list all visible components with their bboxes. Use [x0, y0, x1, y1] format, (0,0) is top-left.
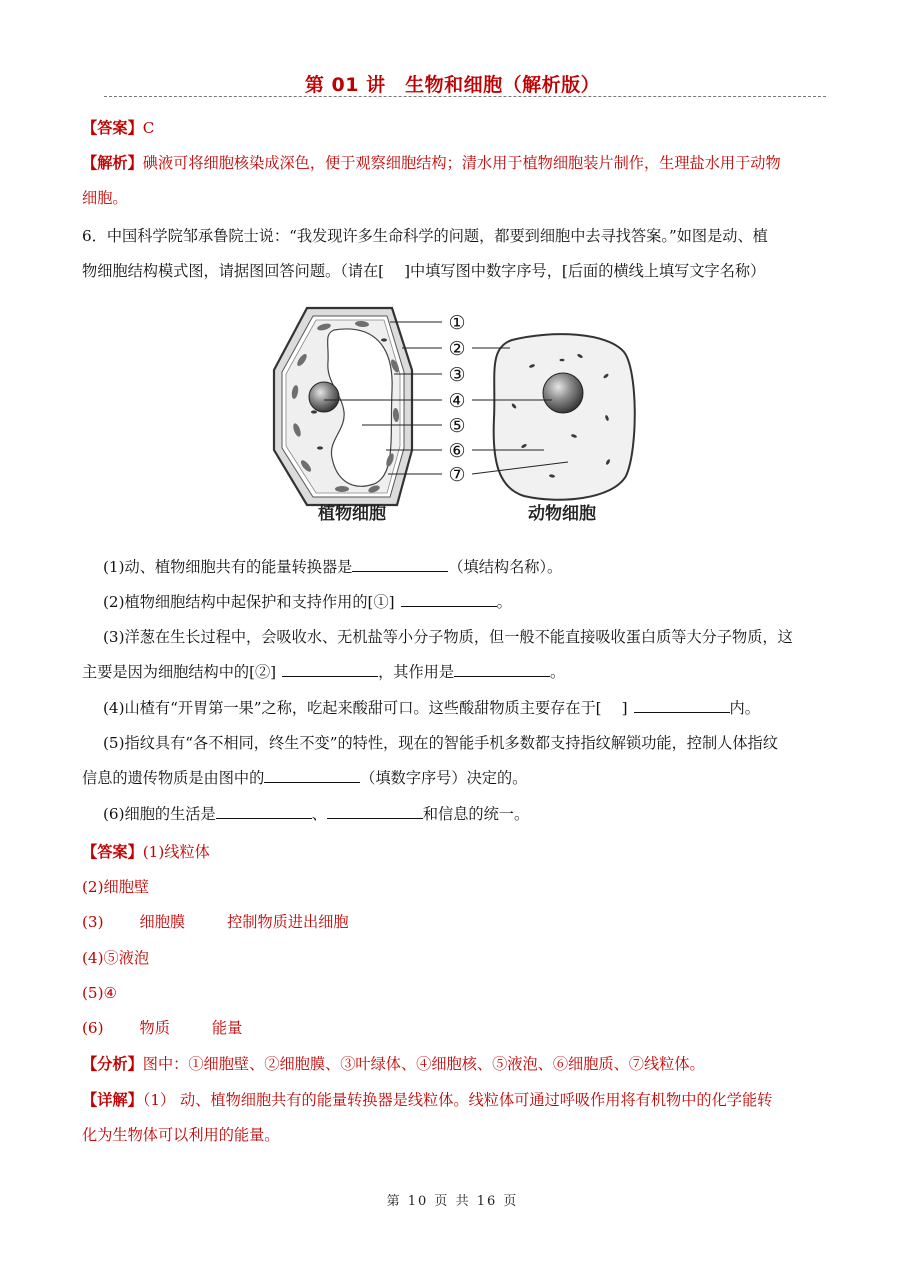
q3-blank-1[interactable] — [282, 662, 378, 677]
page-number: 第 10 页 共 16 页 — [386, 1194, 519, 1209]
answer-5: (5)④ — [82, 984, 118, 1002]
answer-1: (1)线粒体 — [142, 843, 210, 861]
page-title: 第 01 讲 生物和细胞（解析版） — [304, 74, 601, 96]
marker-6: ⑥ — [448, 440, 466, 462]
answer-line-1 — [82, 842, 827, 862]
q6-blank-1[interactable] — [216, 804, 312, 819]
subquestion-2 — [103, 592, 827, 612]
q2-suffix: 。 — [496, 593, 512, 611]
q3-suffix: 。 — [550, 663, 566, 681]
q1-text: (1)动、植物细胞共有的能量转换器是 — [103, 558, 353, 576]
plant-cell — [274, 308, 412, 505]
marker-2: ② — [448, 338, 466, 360]
q6-suffix: 和信息的统一。 — [422, 805, 530, 823]
q4-text: (4)山楂有“开胃第一果”之称，吃起来酸甜可口。这些酸甜物质主要存在于[ ] — [103, 699, 628, 717]
q3-blank-2[interactable] — [454, 662, 550, 677]
prev-answer-line — [82, 118, 827, 138]
q2-text: (2)植物细胞结构中起保护和支持作用的[①] — [103, 593, 395, 611]
answers-tag: 【答案】 — [82, 843, 143, 861]
q6-blank-2[interactable] — [327, 804, 423, 819]
animal-cell — [494, 334, 635, 500]
q1-suffix: （填结构名称）。 — [448, 558, 563, 576]
q5-blank[interactable] — [264, 768, 360, 783]
q3-text: 主要是因为细胞结构中的[②] — [82, 663, 277, 681]
prev-analysis-line-2: 细胞。 — [82, 189, 128, 207]
subquestion-4 — [103, 698, 827, 718]
answer-6-part-1: 物质 — [139, 1019, 170, 1037]
subquestion-6 — [103, 804, 827, 824]
marker-1: ① — [448, 312, 466, 334]
marker-7: ⑦ — [448, 464, 466, 486]
analysis-text-1: 碘液可将细胞核染成深色，便于观察细胞结构；清水用于植物细胞装片制作，生理盐水用于动物 — [142, 154, 781, 172]
plant-cell-label: 植物细胞 — [318, 504, 386, 524]
q4-suffix: 内。 — [729, 699, 760, 717]
question-stem-line-2: 物细胞结构模式图，请据图回答问题。（请在[ ]中填写图中数字序号，[后面的横线上填写文字名称） — [82, 262, 766, 280]
detail-tag: 【详解】 — [82, 1091, 143, 1109]
q5-suffix: （填数字序号）决定的。 — [360, 769, 528, 787]
subquestion-1 — [103, 557, 827, 577]
subquestion-5-line-2 — [82, 768, 827, 788]
answer-6-part-2: 能量 — [211, 1019, 243, 1037]
marker-5: ⑤ — [448, 415, 466, 437]
answer-4: (4)⑤液泡 — [82, 949, 150, 967]
q3-mid: ，其作用是 — [378, 663, 455, 681]
subquestion-3-line-2 — [82, 662, 827, 682]
q6-mid: 、 — [311, 805, 327, 823]
answer-3-num: (3) — [82, 913, 104, 931]
q4-blank[interactable] — [634, 698, 730, 713]
cell-diagram — [262, 300, 642, 536]
answer-tag: 【答案】 — [82, 119, 143, 137]
marker-3: ③ — [448, 364, 466, 386]
analysis-text: 图中：①细胞壁、②细胞膜、③叶绿体、④细胞核、⑤液泡、⑥细胞质、⑦线粒体。 — [142, 1055, 705, 1073]
prev-analysis-line-1 — [82, 153, 827, 173]
marker-4: ④ — [448, 390, 466, 412]
answer-3-part-1: 细胞膜 — [139, 913, 186, 931]
subquestion-3-line-1: (3)洋葱在生长过程中，会吸收水、无机盐等小分子物质，但一般不能直接吸收蛋白质等大分子物质，这 — [103, 628, 793, 646]
answer-6-num: (6) — [82, 1019, 104, 1037]
answer-value: C — [142, 119, 155, 137]
analysis-tag: 【解析】 — [82, 154, 143, 172]
answer-3-part-2: 控制物质进出细胞 — [227, 913, 349, 931]
answer-3 — [82, 912, 827, 932]
q6-text: (6)细胞的生活是 — [103, 805, 216, 823]
q2-blank[interactable] — [401, 592, 497, 607]
detail-line-1 — [82, 1090, 827, 1110]
detail-line-2: 化为生物体可以利用的能量。 — [82, 1126, 280, 1144]
q5-text: 信息的遗传物质是由图中的 — [82, 769, 265, 787]
answer-6 — [82, 1018, 827, 1038]
subquestion-5-line-1: (5)指纹具有“各不相同，终生不变”的特性，现在的智能手机多数都支持指纹解锁功能，控制人体指纹 — [103, 734, 778, 752]
title-divider — [104, 96, 826, 97]
detail-text-1: （1） 动、植物细胞共有的能量转换器是线粒体。线粒体可通过呼吸作用将有机物中的化学能转 — [142, 1091, 773, 1109]
analysis-line — [82, 1054, 827, 1074]
analysis-tag-2: 【分析】 — [82, 1055, 143, 1073]
q1-blank[interactable] — [352, 557, 448, 572]
question-stem-line-1: 6．中国科学院邹承鲁院士说：“我发现许多生命科学的问题，都要到细胞中去寻找答案。”如图是动、植 — [82, 227, 768, 245]
answer-2: (2)细胞壁 — [82, 878, 150, 896]
animal-cell-label: 动物细胞 — [528, 504, 596, 524]
